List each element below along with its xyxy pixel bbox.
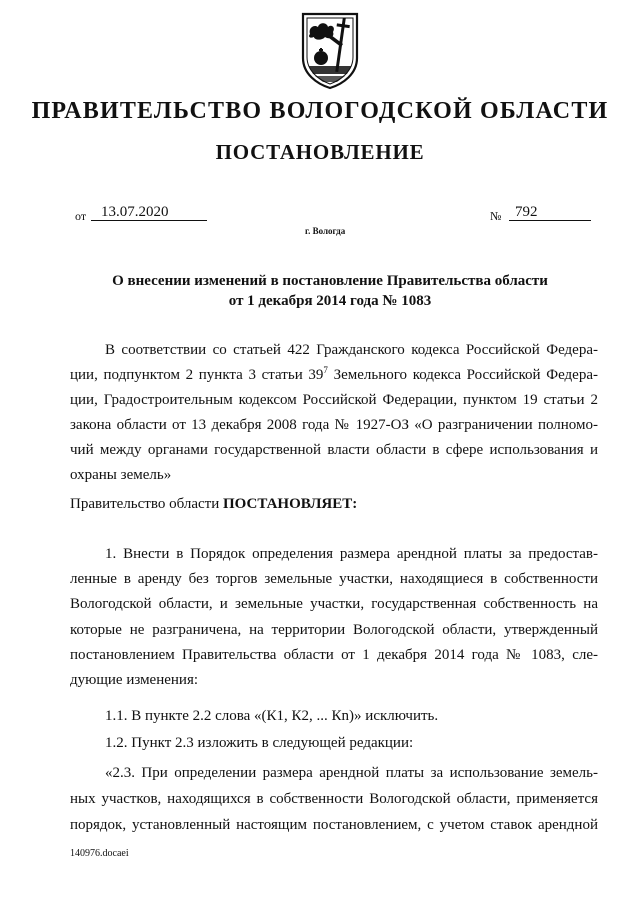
resolves-prefix: Правительство области <box>70 496 223 512</box>
quote-line: порядок, установленный настоящим постановлением, с учетом ставок арендной <box>70 817 598 833</box>
quote-line: «2.3. При определении размера арендной платы за использование земель- <box>105 765 598 781</box>
subject-line: от 1 декабря 2014 года № 1083 <box>228 293 432 309</box>
resolves-line <box>70 495 598 513</box>
preamble-line: охраны земель» <box>70 467 172 483</box>
subitem-1-1: 1.1. В пункте 2.2 слова «(К1, К2, ... Кn)» исключить. <box>105 708 439 724</box>
preamble-line: В соответствии со статьей 422 Гражданского кодекса Российской Федера- <box>105 342 598 358</box>
item-line: 1. Внести в Порядок определения размера арендной платы за предостав- <box>105 546 598 562</box>
preamble-text: ции, подпунктом 2 пункта 3 статьи 39 <box>70 367 324 383</box>
quote-line: ных участков, находящихся в собственности Вологодской области, применяется <box>70 791 598 807</box>
number-value: 792 <box>509 204 591 221</box>
subject-line: О внесении изменений в постановление Правительства области <box>112 273 548 289</box>
item-line: ленные в аренду без торгов земельные участки, находящиеся в собственности <box>70 571 598 587</box>
preamble-line: чий между органами государственной власти области в сфере использования и <box>70 442 598 458</box>
resolves-bold: ПОСТАНОВЛЯЕТ: <box>222 496 358 512</box>
preamble-text: Земельного кодекса Российской Федера- <box>327 367 598 383</box>
item-line: дующие изменения: <box>70 672 199 688</box>
item-line: которые не разграничена, на территории Вологодской области, утвержденный <box>70 622 598 638</box>
date-value: 13.07.2020 <box>91 204 207 221</box>
document-type: ПОСТАНОВЛЕНИЕ <box>215 140 425 164</box>
number-label: № <box>490 209 502 223</box>
document-subject <box>80 271 580 311</box>
date-label: от <box>75 209 87 223</box>
item-line: Вологодской области, и земельные участки, государственная собственность на <box>70 596 598 612</box>
preamble-line: ции, Градостроительным кодексом Российской Федерации, пунктом 19 статьи 2 <box>70 392 598 408</box>
file-code: 140976.docaei <box>70 848 129 859</box>
subitem-1-2: 1.2. Пункт 2.3 изложить в следующей редакции: <box>105 735 414 751</box>
organization-title: ПРАВИТЕЛЬСТВО ВОЛОГОДСКОЙ ОБЛАСТИ <box>31 98 609 124</box>
preamble-line <box>70 366 598 384</box>
preamble-line: закона области от 13 декабря 2008 года № 1927-ОЗ «О разграничении полномо- <box>70 417 598 433</box>
article-superscript: 7 <box>323 365 328 375</box>
item-line: постановлением Правительства области от 1 декабря 2014 года № 1083, сле- <box>70 647 598 663</box>
coat-of-arms-emblem <box>299 10 361 90</box>
city-name: г. Вологда <box>305 226 346 236</box>
